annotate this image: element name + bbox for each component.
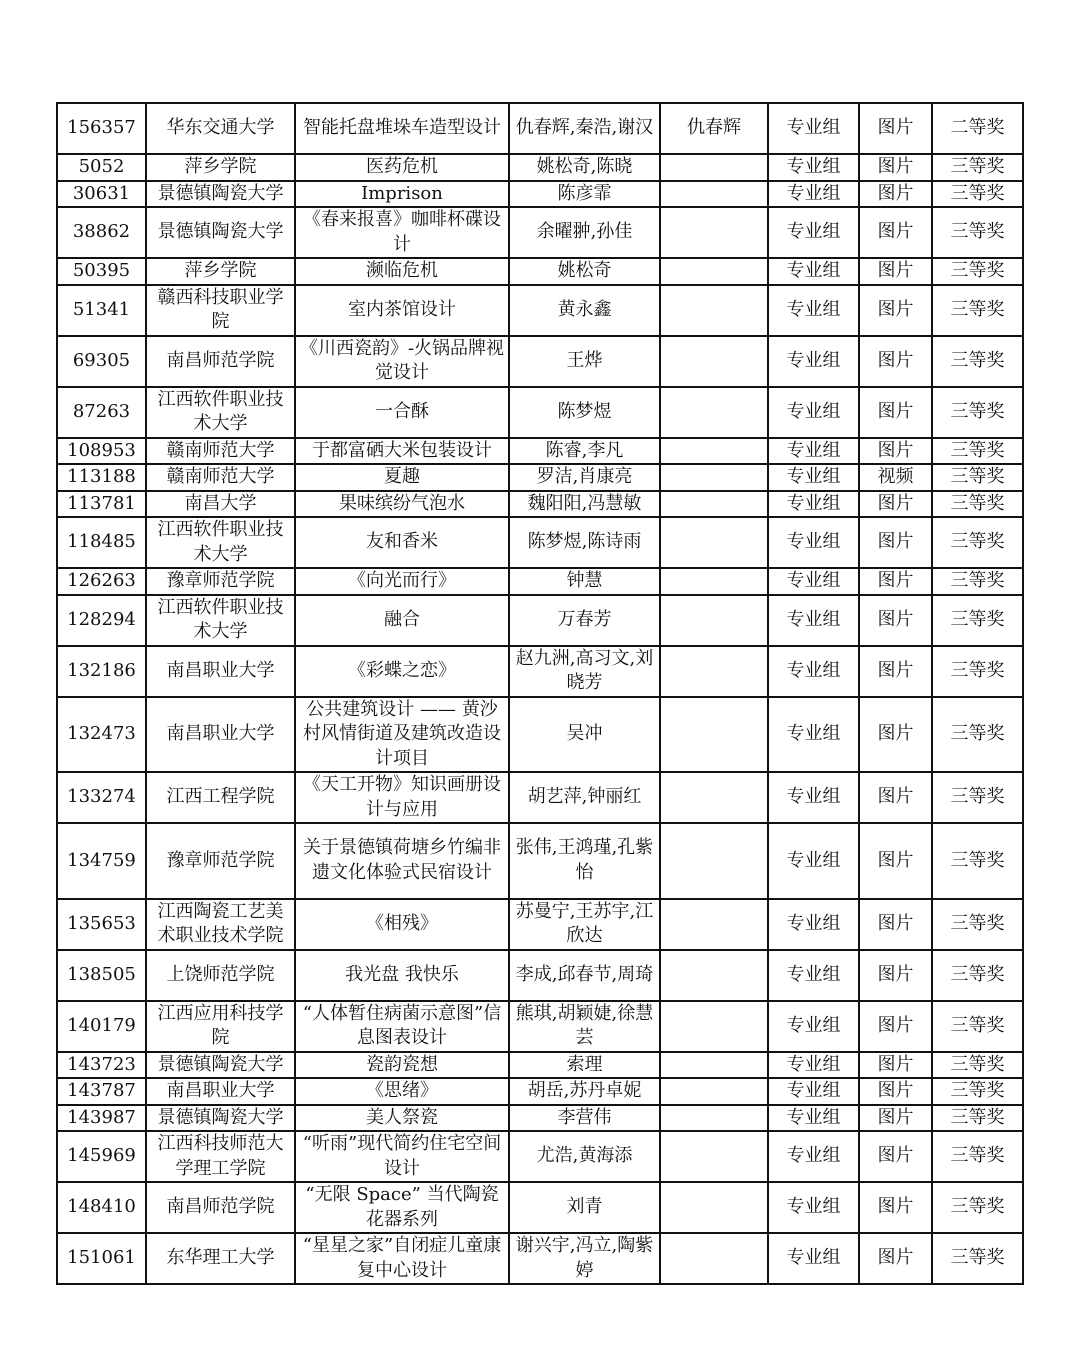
awards-table-body	[57, 103, 1023, 1284]
school-cell: 江西工程学院	[146, 772, 295, 823]
teacher-cell	[660, 1052, 768, 1079]
work-title-cell: 医药危机	[295, 154, 509, 181]
authors-cell: 胡艺萍,钟丽红	[509, 772, 660, 823]
entry-id-cell: 143987	[57, 1105, 146, 1132]
media-type-cell: 图片	[859, 646, 932, 697]
table-row	[57, 1131, 1023, 1182]
teacher-cell	[660, 646, 768, 697]
teacher-cell	[660, 181, 768, 208]
award-cell: 三等奖	[932, 772, 1023, 823]
authors-cell: 赵九洲,高习文,刘晓芳	[509, 646, 660, 697]
work-title-cell: 果味缤纷气泡水	[295, 491, 509, 518]
group-cell: 专业组	[768, 1105, 859, 1132]
group-cell: 专业组	[768, 697, 859, 773]
group-cell: 专业组	[768, 181, 859, 208]
table-row	[57, 517, 1023, 568]
table-row	[57, 181, 1023, 208]
media-type-cell: 图片	[859, 1131, 932, 1182]
authors-cell: 陈梦煜	[509, 387, 660, 438]
teacher-cell	[660, 595, 768, 646]
media-type-cell: 图片	[859, 1078, 932, 1105]
table-row	[57, 207, 1023, 258]
authors-cell: 姚松奇,陈晓	[509, 154, 660, 181]
teacher-cell	[660, 285, 768, 336]
media-type-cell: 图片	[859, 1182, 932, 1233]
media-type-cell: 图片	[859, 438, 932, 465]
group-cell: 专业组	[768, 258, 859, 285]
work-title-cell: 于都富硒大米包装设计	[295, 438, 509, 465]
media-type-cell: 图片	[859, 697, 932, 773]
authors-cell: 钟慧	[509, 568, 660, 595]
award-cell: 三等奖	[932, 823, 1023, 899]
work-title-cell: 《春来报喜》咖啡杯碟设计	[295, 207, 509, 258]
group-cell: 专业组	[768, 595, 859, 646]
table-row	[57, 697, 1023, 773]
award-cell: 三等奖	[932, 181, 1023, 208]
entry-id-cell: 132186	[57, 646, 146, 697]
school-cell: 景德镇陶瓷大学	[146, 181, 295, 208]
group-cell: 专业组	[768, 568, 859, 595]
authors-cell: 李营伟	[509, 1105, 660, 1132]
group-cell: 专业组	[768, 154, 859, 181]
teacher-cell	[660, 899, 768, 950]
authors-cell: 罗洁,肖康亮	[509, 464, 660, 491]
media-type-cell: 图片	[859, 1105, 932, 1132]
school-cell: 南昌师范学院	[146, 1182, 295, 1233]
media-type-cell: 图片	[859, 154, 932, 181]
entry-id-cell: 108953	[57, 438, 146, 465]
media-type-cell: 图片	[859, 517, 932, 568]
media-type-cell: 图片	[859, 1233, 932, 1284]
table-row	[57, 1105, 1023, 1132]
authors-cell: 张伟,王鸿瑾,孔紫怡	[509, 823, 660, 899]
work-title-cell: 我光盘 我快乐	[295, 950, 509, 1001]
teacher-cell	[660, 258, 768, 285]
teacher-cell	[660, 464, 768, 491]
entry-id-cell: 143787	[57, 1078, 146, 1105]
school-cell: 赣西科技职业学院	[146, 285, 295, 336]
school-cell: 赣南师范大学	[146, 438, 295, 465]
group-cell: 专业组	[768, 103, 859, 154]
award-cell: 三等奖	[932, 517, 1023, 568]
group-cell: 专业组	[768, 1001, 859, 1052]
award-cell: 三等奖	[932, 1052, 1023, 1079]
authors-cell: 吴冲	[509, 697, 660, 773]
teacher-cell	[660, 1131, 768, 1182]
group-cell: 专业组	[768, 950, 859, 1001]
school-cell: 南昌职业大学	[146, 646, 295, 697]
group-cell: 专业组	[768, 207, 859, 258]
teacher-cell	[660, 491, 768, 518]
authors-cell: 陈梦煜,陈诗雨	[509, 517, 660, 568]
entry-id-cell: 135653	[57, 899, 146, 950]
media-type-cell: 图片	[859, 568, 932, 595]
award-cell: 三等奖	[932, 1131, 1023, 1182]
award-cell: 三等奖	[932, 387, 1023, 438]
school-cell: 豫章师范学院	[146, 823, 295, 899]
authors-cell: 余曜翀,孙佳	[509, 207, 660, 258]
group-cell: 专业组	[768, 772, 859, 823]
award-cell: 三等奖	[932, 1182, 1023, 1233]
media-type-cell: 图片	[859, 772, 932, 823]
school-cell: 华东交通大学	[146, 103, 295, 154]
entry-id-cell: 38862	[57, 207, 146, 258]
award-cell: 三等奖	[932, 154, 1023, 181]
authors-cell: 黄永鑫	[509, 285, 660, 336]
media-type-cell: 图片	[859, 181, 932, 208]
work-title-cell: 关于景德镇荷塘乡竹编非遗文化体验式民宿设计	[295, 823, 509, 899]
work-title-cell: 《彩蝶之恋》	[295, 646, 509, 697]
entry-id-cell: 128294	[57, 595, 146, 646]
authors-cell: 胡岳,苏丹卓妮	[509, 1078, 660, 1105]
teacher-cell	[660, 950, 768, 1001]
group-cell: 专业组	[768, 1182, 859, 1233]
entry-id-cell: 30631	[57, 181, 146, 208]
award-cell: 三等奖	[932, 568, 1023, 595]
table-row	[57, 950, 1023, 1001]
entry-id-cell: 113781	[57, 491, 146, 518]
award-cell: 三等奖	[932, 464, 1023, 491]
group-cell: 专业组	[768, 438, 859, 465]
entry-id-cell: 50395	[57, 258, 146, 285]
media-type-cell: 图片	[859, 823, 932, 899]
work-title-cell: 融合	[295, 595, 509, 646]
group-cell: 专业组	[768, 517, 859, 568]
teacher-cell	[660, 207, 768, 258]
school-cell: 南昌职业大学	[146, 1078, 295, 1105]
school-cell: 上饶师范学院	[146, 950, 295, 1001]
teacher-cell	[660, 154, 768, 181]
table-row	[57, 595, 1023, 646]
award-cell: 三等奖	[932, 1233, 1023, 1284]
entry-id-cell: 145969	[57, 1131, 146, 1182]
entry-id-cell: 140179	[57, 1001, 146, 1052]
award-cell: 三等奖	[932, 285, 1023, 336]
table-row	[57, 336, 1023, 387]
authors-cell: 熊琪,胡颖婕,徐慧芸	[509, 1001, 660, 1052]
group-cell: 专业组	[768, 387, 859, 438]
group-cell: 专业组	[768, 1078, 859, 1105]
group-cell: 专业组	[768, 491, 859, 518]
table-row	[57, 646, 1023, 697]
teacher-cell	[660, 1078, 768, 1105]
entry-id-cell: 126263	[57, 568, 146, 595]
media-type-cell: 图片	[859, 899, 932, 950]
school-cell: 赣南师范大学	[146, 464, 295, 491]
entry-id-cell: 113188	[57, 464, 146, 491]
work-title-cell: 濒临危机	[295, 258, 509, 285]
group-cell: 专业组	[768, 646, 859, 697]
school-cell: 江西陶瓷工艺美术职业技术学院	[146, 899, 295, 950]
table-row	[57, 154, 1023, 181]
table-row	[57, 568, 1023, 595]
entry-id-cell: 134759	[57, 823, 146, 899]
teacher-cell	[660, 823, 768, 899]
authors-cell: 谢兴宇,冯立,陶紫婷	[509, 1233, 660, 1284]
award-cell: 三等奖	[932, 1001, 1023, 1052]
work-title-cell: “听雨”现代简约住宅空间设计	[295, 1131, 509, 1182]
school-cell: 南昌职业大学	[146, 697, 295, 773]
authors-cell: 李成,邱春节,周琦	[509, 950, 660, 1001]
table-row	[57, 258, 1023, 285]
teacher-cell	[660, 438, 768, 465]
table-row	[57, 772, 1023, 823]
entry-id-cell: 69305	[57, 336, 146, 387]
school-cell: 豫章师范学院	[146, 568, 295, 595]
table-row	[57, 823, 1023, 899]
media-type-cell: 图片	[859, 285, 932, 336]
work-title-cell: 美人祭瓷	[295, 1105, 509, 1132]
award-cell: 三等奖	[932, 1105, 1023, 1132]
work-title-cell: “无限 Space” 当代陶瓷花器系列	[295, 1182, 509, 1233]
work-title-cell: 智能托盘堆垛车造型设计	[295, 103, 509, 154]
authors-cell: 仇春辉,秦浩,谢汉	[509, 103, 660, 154]
media-type-cell: 图片	[859, 336, 932, 387]
authors-cell: 万春芳	[509, 595, 660, 646]
school-cell: 江西软件职业技术大学	[146, 595, 295, 646]
award-cell: 三等奖	[932, 899, 1023, 950]
media-type-cell: 图片	[859, 258, 932, 285]
award-cell: 三等奖	[932, 950, 1023, 1001]
teacher-cell	[660, 772, 768, 823]
teacher-cell	[660, 697, 768, 773]
award-cell: 三等奖	[932, 1078, 1023, 1105]
media-type-cell: 图片	[859, 1001, 932, 1052]
media-type-cell: 图片	[859, 103, 932, 154]
teacher-cell	[660, 1182, 768, 1233]
group-cell: 专业组	[768, 285, 859, 336]
award-cell: 三等奖	[932, 336, 1023, 387]
teacher-cell	[660, 1233, 768, 1284]
teacher-cell	[660, 1105, 768, 1132]
work-title-cell: “人体暂住病菌示意图”信息图表设计	[295, 1001, 509, 1052]
authors-cell: 尤浩,黄海添	[509, 1131, 660, 1182]
entry-id-cell: 143723	[57, 1052, 146, 1079]
teacher-cell	[660, 336, 768, 387]
award-cell: 三等奖	[932, 595, 1023, 646]
table-row	[57, 387, 1023, 438]
entry-id-cell: 133274	[57, 772, 146, 823]
entry-id-cell: 151061	[57, 1233, 146, 1284]
awards-table	[56, 102, 1024, 1285]
work-title-cell: 《向光而行》	[295, 568, 509, 595]
table-row	[57, 1078, 1023, 1105]
teacher-cell	[660, 517, 768, 568]
entry-id-cell: 138505	[57, 950, 146, 1001]
media-type-cell: 图片	[859, 950, 932, 1001]
group-cell: 专业组	[768, 1233, 859, 1284]
work-title-cell: 友和香米	[295, 517, 509, 568]
table-row	[57, 1233, 1023, 1284]
work-title-cell: 瓷韵瓷想	[295, 1052, 509, 1079]
work-title-cell: 《思绪》	[295, 1078, 509, 1105]
school-cell: 江西软件职业技术大学	[146, 387, 295, 438]
media-type-cell: 视频	[859, 464, 932, 491]
table-row	[57, 464, 1023, 491]
teacher-cell	[660, 1001, 768, 1052]
entry-id-cell: 156357	[57, 103, 146, 154]
work-title-cell: 一合酥	[295, 387, 509, 438]
group-cell: 专业组	[768, 1052, 859, 1079]
entry-id-cell: 5052	[57, 154, 146, 181]
teacher-cell	[660, 387, 768, 438]
work-title-cell: 《川西瓷韵》-火锅品牌视觉设计	[295, 336, 509, 387]
entry-id-cell: 148410	[57, 1182, 146, 1233]
award-cell: 三等奖	[932, 697, 1023, 773]
media-type-cell: 图片	[859, 387, 932, 438]
table-row	[57, 1001, 1023, 1052]
entry-id-cell: 132473	[57, 697, 146, 773]
media-type-cell: 图片	[859, 1052, 932, 1079]
entry-id-cell: 51341	[57, 285, 146, 336]
award-cell: 三等奖	[932, 491, 1023, 518]
table-row	[57, 1182, 1023, 1233]
table-row	[57, 1052, 1023, 1079]
work-title-cell: 公共建筑设计 —— 黄沙村风情街道及建筑改造设计项目	[295, 697, 509, 773]
school-cell: 南昌师范学院	[146, 336, 295, 387]
award-cell: 二等奖	[932, 103, 1023, 154]
group-cell: 专业组	[768, 336, 859, 387]
media-type-cell: 图片	[859, 595, 932, 646]
table-row	[57, 491, 1023, 518]
authors-cell: 索理	[509, 1052, 660, 1079]
authors-cell: 王烨	[509, 336, 660, 387]
authors-cell: 陈睿,李凡	[509, 438, 660, 465]
school-cell: 东华理工大学	[146, 1233, 295, 1284]
group-cell: 专业组	[768, 464, 859, 491]
entry-id-cell: 87263	[57, 387, 146, 438]
authors-cell: 魏阳阳,冯慧敏	[509, 491, 660, 518]
work-title-cell: “星星之家”自闭症儿童康复中心设计	[295, 1233, 509, 1284]
teacher-cell: 仇春辉	[660, 103, 768, 154]
group-cell: 专业组	[768, 823, 859, 899]
school-cell: 景德镇陶瓷大学	[146, 207, 295, 258]
school-cell: 萍乡学院	[146, 258, 295, 285]
group-cell: 专业组	[768, 1131, 859, 1182]
table-row	[57, 899, 1023, 950]
school-cell: 江西科技师范大学理工学院	[146, 1131, 295, 1182]
work-title-cell: Imprison	[295, 181, 509, 208]
award-cell: 三等奖	[932, 646, 1023, 697]
authors-cell: 陈彦霏	[509, 181, 660, 208]
work-title-cell: 《天工开物》知识画册设计与应用	[295, 772, 509, 823]
school-cell: 景德镇陶瓷大学	[146, 1052, 295, 1079]
school-cell: 江西应用科技学院	[146, 1001, 295, 1052]
table-row	[57, 438, 1023, 465]
school-cell: 萍乡学院	[146, 154, 295, 181]
work-title-cell: 《相残》	[295, 899, 509, 950]
school-cell: 江西软件职业技术大学	[146, 517, 295, 568]
table-row	[57, 103, 1023, 154]
award-cell: 三等奖	[932, 207, 1023, 258]
work-title-cell: 夏趣	[295, 464, 509, 491]
table-row	[57, 285, 1023, 336]
teacher-cell	[660, 568, 768, 595]
award-cell: 三等奖	[932, 258, 1023, 285]
entry-id-cell: 118485	[57, 517, 146, 568]
media-type-cell: 图片	[859, 207, 932, 258]
school-cell: 景德镇陶瓷大学	[146, 1105, 295, 1132]
media-type-cell: 图片	[859, 491, 932, 518]
school-cell: 南昌大学	[146, 491, 295, 518]
award-cell: 三等奖	[932, 438, 1023, 465]
authors-cell: 刘青	[509, 1182, 660, 1233]
authors-cell: 苏曼宁,王苏宇,江欣达	[509, 899, 660, 950]
work-title-cell: 室内茶馆设计	[295, 285, 509, 336]
group-cell: 专业组	[768, 899, 859, 950]
authors-cell: 姚松奇	[509, 258, 660, 285]
